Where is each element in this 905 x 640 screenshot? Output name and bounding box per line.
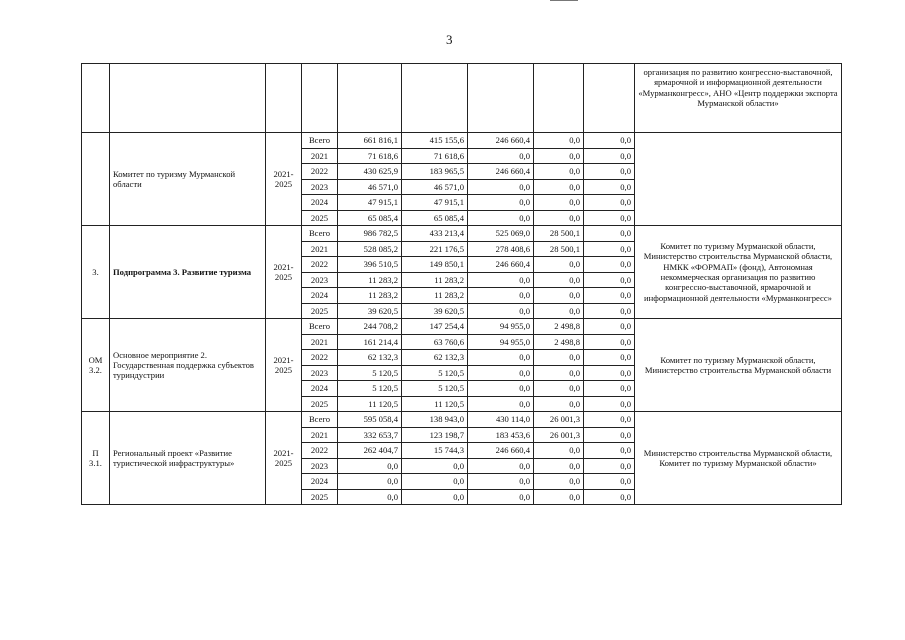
- cell-value: 5 120,5: [402, 365, 468, 381]
- cell-value: 332 653,7: [338, 427, 402, 443]
- cell-value: 5 120,5: [338, 365, 402, 381]
- cell-name: Подпрограмма 3. Развитие туризма: [110, 226, 266, 319]
- cell-value: 47 915,1: [338, 195, 402, 211]
- cell-year: 2023: [302, 272, 338, 288]
- cell-value: 0,0: [584, 381, 635, 397]
- table-row: [82, 226, 842, 242]
- cell-value: 39 620,5: [338, 303, 402, 319]
- cell-value: 0,0: [584, 148, 635, 164]
- cell-value: 0,0: [402, 474, 468, 490]
- cell-value: 0,0: [468, 458, 534, 474]
- cell-period: 2021-2025: [266, 133, 302, 226]
- cell-value: 415 155,6: [402, 133, 468, 149]
- cell-value: 71 618,6: [402, 148, 468, 164]
- cell-value: 0,0: [534, 148, 584, 164]
- cell-value: 0,0: [468, 365, 534, 381]
- cell-value: 5 120,5: [338, 381, 402, 397]
- cell-value: 525 069,0: [468, 226, 534, 242]
- cell-value: 0,0: [584, 272, 635, 288]
- cell-year: 2025: [302, 396, 338, 412]
- cell-value: 221 176,5: [402, 241, 468, 257]
- cell-value: [402, 64, 468, 133]
- cell-value: 138 943,0: [402, 412, 468, 428]
- cell-year: Всего: [302, 133, 338, 149]
- cell-value: 0,0: [468, 272, 534, 288]
- cell-value: 149 850,1: [402, 257, 468, 273]
- cell-value: 11 283,2: [338, 272, 402, 288]
- cell-value: 246 660,4: [468, 443, 534, 459]
- cell-value: 0,0: [584, 241, 635, 257]
- cell-value: 430 625,9: [338, 164, 402, 180]
- cell-name: Комитет по туризму Мурманской области: [110, 133, 266, 226]
- cell-value: 0,0: [338, 489, 402, 505]
- cell-value: 0,0: [402, 489, 468, 505]
- cell-value: 47 915,1: [402, 195, 468, 211]
- cell-value: 0,0: [584, 257, 635, 273]
- cell-value: [338, 64, 402, 133]
- cell-value: 528 085,2: [338, 241, 402, 257]
- cell-value: 0,0: [584, 458, 635, 474]
- table-row: [82, 412, 842, 428]
- cell-value: 62 132,3: [402, 350, 468, 366]
- cell-value: 147 254,4: [402, 319, 468, 335]
- table-body: [82, 64, 842, 505]
- cell-executor: Комитет по туризму Мурманской области, Министерство строительства Мурманской области, НМКК «ФОРМАП» (фонд), Автономная некоммерческая организация по развитию конгрессно-выставочной, ярмарочной и информационной деятельности «Мурманконгресс»: [635, 226, 842, 319]
- cell-value: 0,0: [468, 148, 534, 164]
- cell-value: 0,0: [534, 474, 584, 490]
- cell-period: 2021-2025: [266, 226, 302, 319]
- cell-value: 0,0: [584, 489, 635, 505]
- cell-value: 0,0: [584, 288, 635, 304]
- cell-value: 246 660,4: [468, 164, 534, 180]
- cell-value: 11 120,5: [402, 396, 468, 412]
- cell-name: Региональный проект «Развитие туристической инфраструктуры»: [110, 412, 266, 505]
- cell-year: 2022: [302, 350, 338, 366]
- table-row-continuation: [82, 64, 842, 133]
- cell-value: 0,0: [534, 350, 584, 366]
- cell-year: 2024: [302, 195, 338, 211]
- cell-value: 0,0: [468, 303, 534, 319]
- cell-num: П 3.1.: [82, 412, 110, 505]
- cell-year: 2021: [302, 148, 338, 164]
- cell-value: 0,0: [584, 396, 635, 412]
- cell-value: 46 571,0: [338, 179, 402, 195]
- cell-year: Всего: [302, 319, 338, 335]
- cell-value: 396 510,5: [338, 257, 402, 273]
- cell-value: 244 708,2: [338, 319, 402, 335]
- cell-value: 0,0: [534, 396, 584, 412]
- cell-value: 63 760,6: [402, 334, 468, 350]
- cell-executor: Комитет по туризму Мурманской области, Министерство строительства Мурманской области: [635, 319, 842, 412]
- cell-value: 0,0: [468, 179, 534, 195]
- cell-value: 5 120,5: [402, 381, 468, 397]
- cell-value: 0,0: [584, 350, 635, 366]
- cell-year: 2022: [302, 164, 338, 180]
- cell-year: 2024: [302, 381, 338, 397]
- cell-value: 0,0: [468, 489, 534, 505]
- cell-value: 94 955,0: [468, 319, 534, 335]
- cell-value: 26 001,3: [534, 412, 584, 428]
- cell-year: 2022: [302, 443, 338, 459]
- top-edge-mark: [550, 0, 578, 1]
- cell-value: 0,0: [534, 257, 584, 273]
- cell-year: 2025: [302, 210, 338, 226]
- cell-value: 2 498,8: [534, 334, 584, 350]
- cell-value: 595 058,4: [338, 412, 402, 428]
- cell-value: 0,0: [468, 210, 534, 226]
- cell-value: 39 620,5: [402, 303, 468, 319]
- cell-value: 661 816,1: [338, 133, 402, 149]
- cell-year: 2024: [302, 288, 338, 304]
- cell-value: 15 744,3: [402, 443, 468, 459]
- cell-value: 11 120,5: [338, 396, 402, 412]
- cell-value: 0,0: [534, 489, 584, 505]
- cell-value: 0,0: [468, 195, 534, 211]
- cell-year: 2024: [302, 474, 338, 490]
- cell-value: [468, 64, 534, 133]
- cell-value: 246 660,4: [468, 133, 534, 149]
- cell-executor: организация по развитию конгрессно-выставочной, ярмарочной и информационной деятельности «Мурманконгресс», АНО «Центр поддержки экспорта Мурманской области»: [635, 64, 842, 133]
- cell-value: 65 085,4: [402, 210, 468, 226]
- cell-value: 0,0: [534, 381, 584, 397]
- program-funding-table: [81, 63, 842, 505]
- cell-value: 0,0: [468, 381, 534, 397]
- cell-value: 0,0: [534, 443, 584, 459]
- cell-year: Всего: [302, 226, 338, 242]
- cell-year: 2025: [302, 303, 338, 319]
- cell-value: 11 283,2: [338, 288, 402, 304]
- cell-value: 0,0: [584, 443, 635, 459]
- cell-value: 0,0: [338, 474, 402, 490]
- cell-value: [534, 64, 584, 133]
- cell-value: 0,0: [468, 474, 534, 490]
- cell-year: 2025: [302, 489, 338, 505]
- cell-value: 0,0: [402, 458, 468, 474]
- cell-year: 2023: [302, 365, 338, 381]
- cell-value: 11 283,2: [402, 272, 468, 288]
- cell-num: ОМ 3.2.: [82, 319, 110, 412]
- cell-period: 2021-2025: [266, 412, 302, 505]
- cell-value: 28 500,1: [534, 226, 584, 242]
- cell-value: 26 001,3: [534, 427, 584, 443]
- cell-value: 0,0: [468, 350, 534, 366]
- cell-value: 430 114,0: [468, 412, 534, 428]
- cell-value: 0,0: [534, 164, 584, 180]
- cell-year: 2021: [302, 427, 338, 443]
- cell-value: 2 498,8: [534, 319, 584, 335]
- cell-value: 0,0: [584, 195, 635, 211]
- cell-year: 2023: [302, 458, 338, 474]
- cell-value: 0,0: [534, 210, 584, 226]
- cell-executor: Министерство строительства Мурманской области, Комитет по туризму Мурманской области»: [635, 412, 842, 505]
- cell-value: 94 955,0: [468, 334, 534, 350]
- cell-name: Основное мероприятие 2. Государственная поддержка субъектов туриндустрии: [110, 319, 266, 412]
- cell-value: 262 404,7: [338, 443, 402, 459]
- cell-value: 0,0: [534, 303, 584, 319]
- cell-value: 0,0: [584, 133, 635, 149]
- cell-period: 2021-2025: [266, 319, 302, 412]
- page-number: 3: [446, 32, 453, 47]
- cell-value: 278 408,6: [468, 241, 534, 257]
- table-row: [82, 319, 842, 335]
- cell-value: 0,0: [584, 412, 635, 428]
- cell-value: 183 965,5: [402, 164, 468, 180]
- cell-value: 0,0: [534, 133, 584, 149]
- cell-value: 0,0: [534, 458, 584, 474]
- cell-value: 0,0: [584, 164, 635, 180]
- cell-value: 0,0: [468, 396, 534, 412]
- cell-year: 2021: [302, 334, 338, 350]
- cell-executor: [635, 133, 842, 226]
- cell-value: 0,0: [468, 288, 534, 304]
- cell-year: Всего: [302, 412, 338, 428]
- cell-value: 71 618,6: [338, 148, 402, 164]
- cell-value: 46 571,0: [402, 179, 468, 195]
- cell-value: 0,0: [534, 365, 584, 381]
- cell-value: 0,0: [584, 427, 635, 443]
- table-row: [82, 133, 842, 149]
- cell-year: 2022: [302, 257, 338, 273]
- cell-value: 62 132,3: [338, 350, 402, 366]
- cell-value: 161 214,4: [338, 334, 402, 350]
- cell-value: 0,0: [534, 272, 584, 288]
- cell-value: 0,0: [534, 288, 584, 304]
- cell-value: [584, 64, 635, 133]
- cell-year: [302, 64, 338, 133]
- cell-value: 0,0: [584, 210, 635, 226]
- cell-value: 123 198,7: [402, 427, 468, 443]
- cell-value: 0,0: [584, 319, 635, 335]
- cell-num: [82, 64, 110, 133]
- cell-num: 3.: [82, 226, 110, 319]
- cell-value: 11 283,2: [402, 288, 468, 304]
- cell-value: 0,0: [584, 303, 635, 319]
- cell-value: 246 660,4: [468, 257, 534, 273]
- cell-value: 0,0: [534, 195, 584, 211]
- cell-value: 0,0: [584, 179, 635, 195]
- cell-period: [266, 64, 302, 133]
- cell-value: 0,0: [584, 474, 635, 490]
- cell-year: 2023: [302, 179, 338, 195]
- cell-name: [110, 64, 266, 133]
- cell-value: 433 213,4: [402, 226, 468, 242]
- cell-value: 0,0: [584, 334, 635, 350]
- cell-value: 0,0: [584, 226, 635, 242]
- cell-value: 65 085,4: [338, 210, 402, 226]
- cell-value: 28 500,1: [534, 241, 584, 257]
- cell-value: 0,0: [534, 179, 584, 195]
- cell-value: 183 453,6: [468, 427, 534, 443]
- cell-year: 2021: [302, 241, 338, 257]
- cell-value: 0,0: [584, 365, 635, 381]
- cell-value: 986 782,5: [338, 226, 402, 242]
- cell-num: [82, 133, 110, 226]
- cell-value: 0,0: [338, 458, 402, 474]
